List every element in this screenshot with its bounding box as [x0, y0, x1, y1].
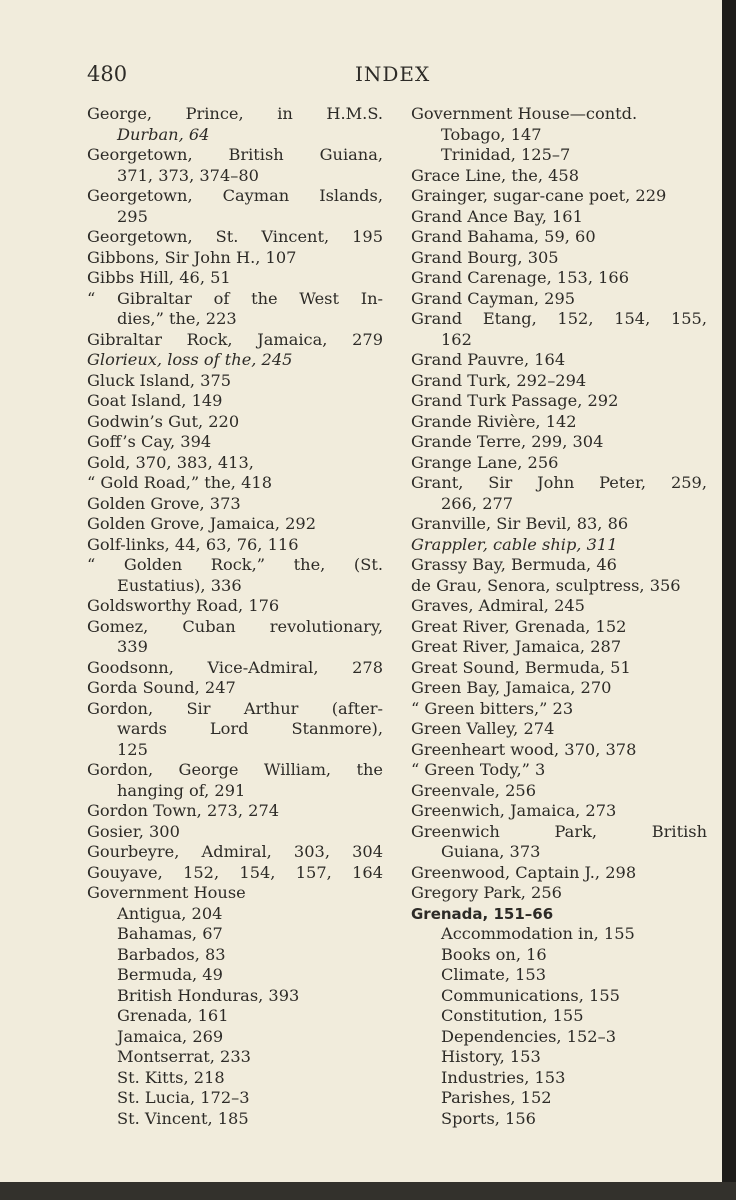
index-entry: Gouyave, 152, 154, 157, 164	[87, 862, 383, 882]
index-entry: Accommodation in, 155	[441, 924, 635, 943]
index-entry: Greenwich, Jamaica, 273	[411, 801, 617, 820]
index-entry: Georgetown, Cayman Islands,	[87, 186, 383, 205]
index-entry: dies,” the, 223	[117, 309, 237, 328]
index-entry: Greenwood, Captain J., 298	[411, 862, 637, 882]
index-entry: Gold, 370, 383, 413,	[87, 452, 254, 472]
index-entry: Grand Turk Passage, 292	[411, 391, 619, 410]
index-entry: wards Lord Stanmore),	[117, 719, 383, 738]
index-entry: Golden Grove, Jamaica, 292	[87, 514, 317, 533]
index-entry: hanging of, 291	[117, 780, 246, 800]
index-entry: Grand Cayman, 295	[411, 288, 576, 308]
index-entry: Golf-links, 44, 63, 76, 116	[87, 534, 299, 554]
index-column-left	[87, 104, 383, 1129]
index-entry: 125	[117, 739, 148, 759]
index-column-right	[411, 104, 707, 1129]
index-entry: Glorieux, loss of the, 245	[87, 350, 293, 369]
index-entry: Grande Terre, 299, 304	[411, 432, 604, 451]
index-entry: Gordon, George William, the	[87, 760, 383, 779]
index-entry: 266, 277	[441, 493, 514, 513]
index-entry: 371, 373, 374–80	[117, 165, 259, 185]
index-entry: Grace Line, the, 458	[411, 165, 580, 185]
index-entry: “ Green bitters,” 23	[411, 698, 574, 718]
index-entry: “ Green Tody,” 3	[411, 760, 546, 779]
index-entry: Golden Grove, 373	[87, 493, 241, 513]
page-title: INDEX	[355, 62, 431, 86]
index-entry: Grand Pauvre, 164	[411, 350, 566, 369]
index-entry: 162	[441, 329, 472, 349]
index-entry: George, Prince, in H.M.S.	[87, 104, 383, 123]
index-entry: Georgetown, St. Vincent, 195	[87, 227, 383, 246]
index-entry: Gordon Town, 273, 274	[87, 801, 280, 820]
index-entry: Gluck Island, 375	[87, 370, 232, 390]
index-entry: Industries, 153	[441, 1067, 566, 1087]
index-entry: Greenwich Park, British	[411, 821, 707, 841]
index-entry: Gibbs Hill, 46, 51	[87, 268, 231, 287]
index-entry: Antigua, 204	[117, 903, 223, 923]
index-entry: Bermuda, 49	[117, 965, 223, 984]
index-entry: Gorda Sound, 247	[87, 678, 236, 697]
index-entry: Grand Turk, 292–294	[411, 370, 587, 390]
index-entry: Greenvale, 256	[411, 780, 536, 800]
index-entry: Gregory Park, 256	[411, 883, 562, 902]
index-entry: History, 153	[441, 1047, 541, 1066]
index-entry: Grenada, 161	[117, 1006, 229, 1025]
index-entry: Tobago, 147	[441, 124, 542, 144]
index-entry: Great River, Jamaica, 287	[411, 637, 622, 656]
index-entry: “ Gold Road,” the, 418	[87, 473, 272, 492]
index-entry: Grange Lane, 256	[411, 452, 559, 472]
index-entry: Gourbeyre, Admiral, 303, 304	[87, 842, 383, 861]
index-entry: Georgetown, British Guiana,	[87, 145, 383, 164]
index-entry: Great Sound, Bermuda, 51	[411, 657, 631, 677]
index-entry: Sports, 156	[441, 1108, 536, 1128]
page-number: 480	[87, 62, 128, 86]
index-entry: Durban, 64	[117, 124, 210, 144]
index-entry: Godwin’s Gut, 220	[87, 411, 240, 431]
index-entry: Gosier, 300	[87, 821, 180, 841]
index-entry: Jamaica, 269	[117, 1026, 224, 1046]
index-entry: Books on, 16	[441, 944, 547, 964]
index-entry: Gibraltar Rock, Jamaica, 279	[87, 329, 383, 349]
index-entry: “ Golden Rock,” the, (St.	[87, 555, 383, 574]
index-entry: Goldsworthy Road, 176	[87, 596, 280, 615]
page-header	[87, 62, 702, 96]
index-entry: Barbados, 83	[117, 944, 226, 964]
index-entry: Grand Carenage, 153, 166	[411, 268, 630, 287]
index-entry: St. Lucia, 172–3	[117, 1088, 250, 1107]
index-entry: St. Kitts, 218	[117, 1067, 225, 1087]
index-entry: Bahamas, 67	[117, 924, 223, 943]
binding-edge	[722, 0, 736, 1200]
index-entry: Government House	[87, 883, 246, 902]
index-entry: Gordon, Sir Arthur (after-	[87, 698, 383, 718]
index-entry: Parishes, 152	[441, 1088, 552, 1107]
index-entry: Gibbons, Sir John H., 107	[87, 247, 297, 267]
index-entry: Grande Rivière, 142	[411, 411, 577, 431]
index-entry: 339	[117, 637, 148, 656]
index-entry: Climate, 153	[441, 965, 547, 984]
index-entry: Grant, Sir John Peter, 259,	[411, 473, 707, 492]
index-entry: Constitution, 155	[441, 1006, 584, 1025]
index-entry: Grand Etang, 152, 154, 155,	[411, 309, 707, 328]
index-entry: Grappler, cable ship, 311	[411, 534, 618, 554]
index-entry: Grainger, sugar-cane poet, 229	[411, 186, 667, 205]
index-entry: Communications, 155	[441, 985, 620, 1005]
index-entry: Great River, Grenada, 152	[411, 616, 627, 636]
index-entry: Montserrat, 233	[117, 1047, 251, 1066]
index-entry: Grand Bahama, 59, 60	[411, 227, 596, 246]
index-entry: “ Gibraltar of the West In-	[87, 288, 383, 308]
index-entry: de Grau, Senora, sculptress, 356	[411, 575, 681, 595]
index-entry: Grand Bourg, 305	[411, 247, 559, 267]
index-entry: Guiana, 373	[441, 842, 541, 861]
index-entry: Goff’s Cay, 394	[87, 432, 212, 451]
index-entry: Government House—contd.	[411, 104, 638, 123]
index-entry: Granville, Sir Bevil, 83, 86	[411, 514, 629, 533]
index-entry: Graves, Admiral, 245	[411, 596, 585, 615]
index-entry: Greenheart wood, 370, 378	[411, 739, 637, 759]
index-entry: British Honduras, 393	[117, 985, 300, 1005]
index-entry: Dependencies, 152–3	[441, 1026, 617, 1046]
index-entry: Eustatius), 336	[117, 575, 242, 595]
index-entry: Grand Ance Bay, 161	[411, 206, 583, 226]
index-entry: Grassy Bay, Bermuda, 46	[411, 555, 617, 574]
index-entry: Green Valley, 274	[411, 719, 555, 738]
index-entry: St. Vincent, 185	[117, 1108, 249, 1128]
index-entry: Trinidad, 125–7	[441, 145, 571, 164]
index-entry: Green Bay, Jamaica, 270	[411, 678, 612, 697]
index-entry: Grenada, 151–66	[411, 904, 554, 923]
index-entry: 295	[117, 206, 148, 226]
index-entry: Goodsonn, Vice-Admiral, 278	[87, 657, 383, 677]
index-entry: Goat Island, 149	[87, 391, 223, 410]
bottom-edge	[0, 1182, 736, 1200]
index-entry: Gomez, Cuban revolutionary,	[87, 616, 383, 636]
